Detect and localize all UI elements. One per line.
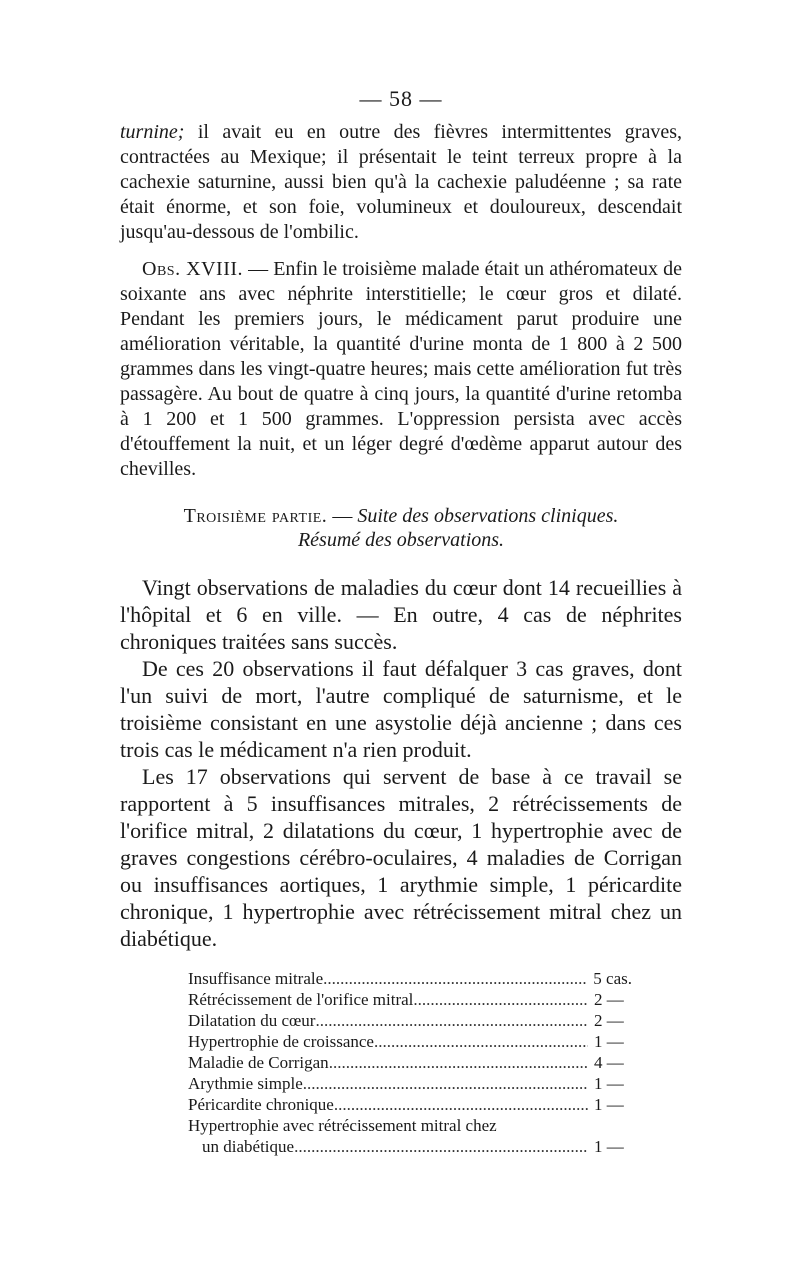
row-label: Hypertrophie avec rétrécissement mitral chez: [188, 1116, 497, 1135]
row-value: 5 cas.: [593, 969, 632, 988]
summary-paragraph: Les 17 observations qui servent de base à ce travail se rapportent à 5 insuffisances mitrales, 2 rétrécissements de l'orifice mitral, 2 dilatations du cœur, 1 hypertrophie avec de graves congestions cérébro-oculaires, 4 maladies de Corrigan ou insuffisances aortiques, 1 arythmie simple, 1 péricardite chronique, 1 hypertrophie avec rétrécissement mitral chez un diabétique.: [120, 764, 682, 951]
section-title: Suite des observations cliniques.: [357, 505, 619, 527]
heading-dash: —: [327, 505, 358, 527]
row-value: 1 —: [594, 1032, 624, 1051]
summary-paragraph: De ces 20 observations il faut défalquer 3 cas graves, dont l'un suivi de mort, l'autre compliqué de saturnisme, et le troisième consistant en une asystolie déjà ancienne ; dans ces trois cas le médicament n'a rien produit.: [120, 656, 682, 762]
table-row: [188, 1031, 632, 1052]
row-value: 2 —: [594, 990, 624, 1009]
table-row: [188, 1073, 632, 1094]
row-value: 2 —: [594, 1011, 624, 1030]
table-row: [188, 1115, 632, 1136]
table-row: [188, 1094, 632, 1115]
paragraph-text: il avait eu en outre des fièvres intermittentes graves, contractées au Mexique; il présentait le teint terreux propre à la cachexie saturnine, aussi bien qu'à la cachexie paludéenne ; sa rate était énorme, et son foie, volumineux et douloureux, descendait jusqu'au-dessous de l'ombilic.: [120, 121, 682, 243]
book-page: [120, 86, 682, 1157]
row-label: Maladie de Corrigan: [188, 1053, 329, 1072]
part-label: Troisième partie.: [183, 505, 328, 527]
row-label: Rétrécissement de l'orifice mitral: [188, 990, 414, 1009]
row-label: Hypertrophie de croissance: [188, 1032, 374, 1051]
paragraph-continuation: [120, 120, 682, 245]
row-value: 4 —: [594, 1053, 624, 1072]
observation-label: Obs. XVIII.: [142, 258, 244, 280]
section-subtitle: Résumé des observations.: [297, 529, 505, 551]
table-row: [188, 1136, 632, 1157]
italic-fragment: turnine;: [120, 121, 185, 143]
summary-paragraph: Vingt observations de maladies du cœur dont 14 recueillies à l'hôpital et 6 en ville. — En outre, 4 cas de néphrites chroniques traitées sans succès.: [120, 575, 682, 654]
row-label: Arythmie simple: [188, 1074, 303, 1093]
page-number: — 58 —: [359, 86, 443, 111]
table-row: [188, 989, 632, 1010]
table-row: [188, 968, 632, 989]
paragraph-text: — Enfin le troisième malade était un athéromateux de soixante ans avec néphrite interstitielle; le cœur gros et dilaté. Pendant les premiers jours, le médicament parut produire une amélioration véritable, la quantité d'urine monta de 1 800 à 2 500 grammes dans les vingt-quatre heures; mais cette amélioration fut très passagère. Au bout de quatre à cinq jours, la quantité d'urine retomba à 1 200 et 1 500 grammes. L'oppression persista avec accès d'étouffement la nuit, et un léger degré d'œdème apparut autour des chevilles.: [120, 258, 682, 480]
row-label: Péricardite chronique: [188, 1095, 334, 1114]
row-value: 1 —: [594, 1095, 624, 1114]
table-row: [188, 1010, 632, 1031]
row-value: 1 —: [594, 1074, 624, 1093]
row-label: Dilatation du cœur: [188, 1011, 316, 1030]
row-label: Insuffisance mitrale: [188, 969, 324, 988]
observation-paragraph: [120, 257, 682, 482]
cases-table: [188, 968, 632, 1157]
table-row: [188, 1052, 632, 1073]
section-heading: [120, 504, 682, 528]
row-label: un diabétique: [202, 1137, 295, 1156]
row-value: 1 —: [594, 1137, 624, 1156]
